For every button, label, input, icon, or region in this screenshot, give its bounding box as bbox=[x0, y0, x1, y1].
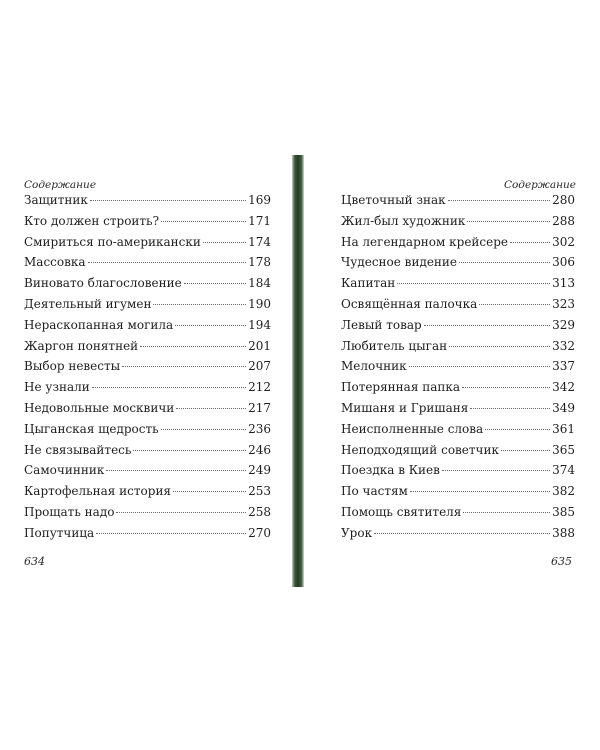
dot-leader bbox=[479, 304, 550, 305]
dot-leader bbox=[410, 491, 550, 492]
toc-entry-title: По частям bbox=[341, 484, 408, 499]
toc-entry-page: 258 bbox=[248, 504, 271, 519]
dot-leader bbox=[424, 325, 550, 326]
dot-leader bbox=[448, 200, 550, 201]
dot-leader bbox=[485, 429, 550, 430]
toc-entry-title: Жаргон понятней bbox=[24, 338, 139, 353]
toc-entry-page: 342 bbox=[552, 380, 575, 395]
toc-entry-title: Прощать надо bbox=[24, 504, 115, 519]
toc-entry-title: Массовка bbox=[24, 255, 86, 270]
toc-entry bbox=[24, 481, 271, 502]
toc-entry-title: Нераскопанная могила bbox=[24, 317, 174, 332]
toc-entry-page: 337 bbox=[552, 359, 575, 374]
toc-entry-page: 270 bbox=[248, 525, 271, 540]
toc-entry bbox=[24, 398, 271, 419]
dot-leader bbox=[409, 366, 550, 367]
dot-leader bbox=[442, 470, 550, 471]
toc-entry-page: 212 bbox=[248, 380, 271, 395]
toc-entry bbox=[341, 502, 575, 523]
toc-entry bbox=[341, 460, 575, 481]
toc-entry bbox=[341, 523, 575, 544]
toc-entry bbox=[341, 315, 575, 336]
toc-entry bbox=[341, 419, 575, 440]
dot-leader bbox=[161, 429, 246, 430]
dot-leader bbox=[462, 387, 550, 388]
toc-entry bbox=[341, 481, 575, 502]
toc-entry bbox=[341, 252, 575, 273]
dot-leader bbox=[92, 387, 246, 388]
toc-entry-page: 382 bbox=[552, 484, 575, 499]
toc-entry-title: Картофельная история bbox=[24, 484, 172, 499]
toc-entry bbox=[24, 211, 271, 232]
toc-entry bbox=[24, 502, 271, 523]
toc-entry-title: Помощь святителя bbox=[341, 504, 462, 519]
toc-entry-title: Мелочник bbox=[341, 359, 407, 374]
toc-entry-page: 184 bbox=[248, 276, 271, 291]
toc-entry-title: Попутчица bbox=[24, 525, 95, 540]
toc-entry-title: На легендарном крейсере bbox=[341, 234, 509, 249]
dot-leader bbox=[176, 408, 246, 409]
toc-entry bbox=[341, 190, 575, 211]
toc-entry-title: Потерянная папка bbox=[341, 380, 461, 395]
toc-entry-title: Кто должен строить? bbox=[24, 213, 160, 228]
toc-entry bbox=[341, 211, 575, 232]
toc-entry-title: Не узнали bbox=[24, 380, 90, 395]
dot-leader bbox=[122, 366, 246, 367]
toc-entry-page: 306 bbox=[552, 255, 575, 270]
toc-entry-page: 253 bbox=[248, 484, 271, 499]
toc-entry bbox=[341, 356, 575, 377]
toc-entry-page: 280 bbox=[552, 193, 575, 207]
dot-leader bbox=[133, 450, 246, 451]
toc-list bbox=[24, 190, 271, 544]
toc-entry-page: 190 bbox=[248, 296, 271, 311]
toc-entry-title: Любитель цыган bbox=[341, 338, 448, 353]
toc-entry bbox=[24, 252, 271, 273]
dot-leader bbox=[116, 512, 246, 513]
toc-entry-title: Чудесное видение bbox=[341, 255, 458, 270]
dot-leader bbox=[510, 242, 550, 243]
toc-entry-page: 246 bbox=[248, 442, 271, 457]
toc-entry-page: 171 bbox=[248, 213, 271, 228]
toc-entry-title: Левый товар bbox=[341, 317, 422, 332]
toc-entry-page: 323 bbox=[552, 296, 575, 311]
dot-leader bbox=[203, 242, 246, 243]
toc-entry-page: 169 bbox=[248, 193, 271, 207]
toc-entry-page: 349 bbox=[552, 400, 575, 415]
dot-leader bbox=[153, 304, 246, 305]
running-head: Содержание bbox=[503, 179, 576, 191]
toc-entry-title: Самочинник bbox=[24, 463, 105, 478]
dot-leader bbox=[374, 533, 550, 534]
toc-entry bbox=[24, 336, 271, 357]
page-number: 635 bbox=[551, 555, 572, 568]
dot-leader bbox=[459, 262, 550, 263]
right-page bbox=[304, 155, 600, 585]
toc-entry-title: Поездка в Киев bbox=[341, 463, 440, 478]
toc-entry-title: Виновато благословение bbox=[24, 276, 182, 291]
toc-entry-page: 207 bbox=[248, 359, 271, 374]
toc-entry-title: Мишаня и Гришаня bbox=[341, 400, 469, 415]
toc-entry-title: Освящённая палочка bbox=[341, 296, 478, 311]
toc-entry-page: 178 bbox=[248, 255, 271, 270]
toc-entry-page: 361 bbox=[552, 421, 575, 436]
toc-entry-title: Капитан bbox=[341, 276, 396, 291]
toc-entry-page: 201 bbox=[248, 338, 271, 353]
toc-entry-title: Жил-был художник bbox=[341, 213, 466, 228]
toc-entry bbox=[341, 377, 575, 398]
toc-list bbox=[341, 190, 575, 544]
toc-entry-page: 313 bbox=[552, 276, 575, 291]
dot-leader bbox=[106, 470, 246, 471]
toc-entry-page: 249 bbox=[248, 463, 271, 478]
dot-leader bbox=[449, 346, 550, 347]
toc-entry-page: 217 bbox=[248, 400, 271, 415]
running-head: Содержание bbox=[24, 179, 97, 191]
dot-leader bbox=[470, 408, 550, 409]
toc-entry bbox=[24, 232, 271, 253]
toc-entry bbox=[24, 315, 271, 336]
toc-entry bbox=[24, 460, 271, 481]
toc-entry bbox=[341, 336, 575, 357]
dot-leader bbox=[161, 221, 246, 222]
toc-entry-page: 365 bbox=[552, 442, 575, 457]
toc-entry-title: Цветочный знак bbox=[341, 193, 446, 207]
toc-entry bbox=[341, 273, 575, 294]
toc-entry-page: 302 bbox=[552, 234, 575, 249]
toc-entry-page: 236 bbox=[248, 421, 271, 436]
toc-entry-title: Урок bbox=[341, 525, 373, 540]
toc-entry-title: Неподходящий советчик bbox=[341, 442, 499, 457]
dot-leader bbox=[88, 262, 247, 263]
toc-entry-page: 385 bbox=[552, 504, 575, 519]
toc-entry bbox=[24, 440, 271, 461]
dot-leader bbox=[184, 283, 246, 284]
toc-entry-title: Смириться по-американски bbox=[24, 234, 201, 249]
toc-entry-page: 288 bbox=[552, 213, 575, 228]
toc-entry-page: 332 bbox=[552, 338, 575, 353]
left-page bbox=[0, 155, 292, 585]
toc-entry-title: Не связывайтесь bbox=[24, 442, 132, 457]
book-spine bbox=[292, 155, 304, 587]
toc-entry bbox=[24, 377, 271, 398]
toc-entry bbox=[24, 419, 271, 440]
dot-leader bbox=[463, 512, 550, 513]
toc-entry bbox=[24, 273, 271, 294]
dot-leader bbox=[96, 533, 246, 534]
toc-entry-title: Цыганская щедрость bbox=[24, 421, 159, 436]
dot-leader bbox=[501, 450, 550, 451]
toc-entry-page: 388 bbox=[552, 525, 575, 540]
dot-leader bbox=[140, 346, 246, 347]
toc-entry-page: 194 bbox=[248, 317, 271, 332]
toc-entry bbox=[341, 440, 575, 461]
toc-entry-title: Недовольные москвичи bbox=[24, 400, 175, 415]
dot-leader bbox=[173, 491, 246, 492]
toc-entry-page: 174 bbox=[248, 234, 271, 249]
toc-entry-title: Деятельный игумен bbox=[24, 296, 152, 311]
toc-entry bbox=[341, 294, 575, 315]
dot-leader bbox=[175, 325, 246, 326]
toc-entry-page: 374 bbox=[552, 463, 575, 478]
page-number: 634 bbox=[24, 555, 45, 568]
toc-entry bbox=[24, 356, 271, 377]
dot-leader bbox=[397, 283, 550, 284]
toc-entry bbox=[24, 523, 271, 544]
toc-entry bbox=[24, 190, 271, 211]
dot-leader bbox=[90, 200, 246, 201]
toc-entry bbox=[24, 294, 271, 315]
toc-entry-title: Выбор невесты bbox=[24, 359, 121, 374]
toc-entry bbox=[341, 398, 575, 419]
toc-entry-page: 329 bbox=[552, 317, 575, 332]
toc-entry bbox=[341, 232, 575, 253]
toc-entry-title: Неисполненные слова bbox=[341, 421, 484, 436]
dot-leader bbox=[467, 221, 550, 222]
toc-entry-title: Защитник bbox=[24, 193, 88, 207]
